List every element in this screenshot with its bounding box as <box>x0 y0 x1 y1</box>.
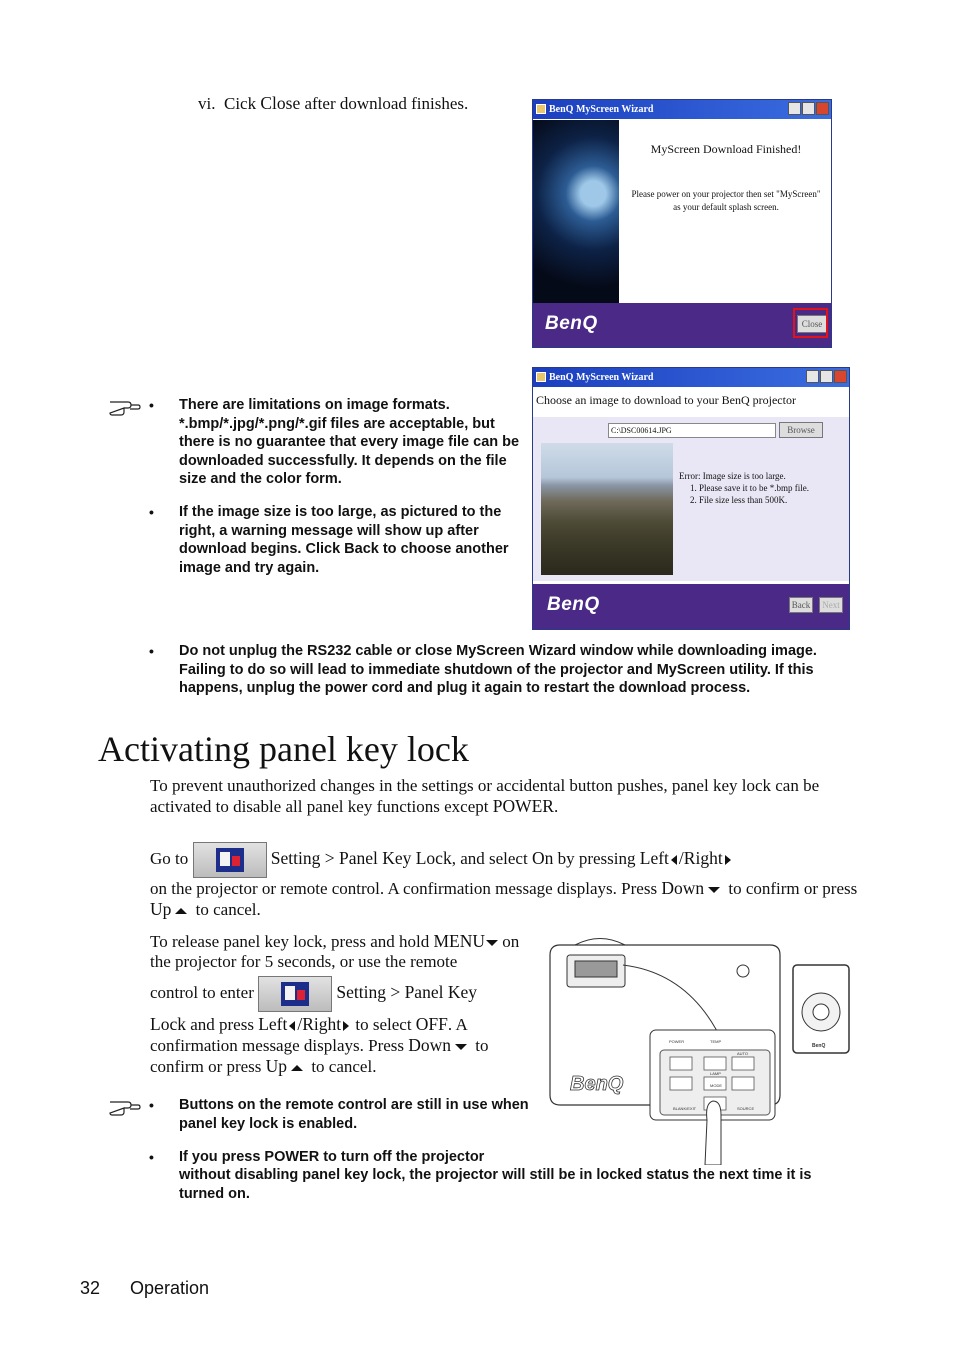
note-bullet: • <box>149 1149 154 1165</box>
maximize-button[interactable] <box>802 102 815 115</box>
page-number: 32 <box>80 1278 101 1298</box>
projector-benq-logo: BenQ <box>570 1073 624 1095</box>
error-item-1: 1. Please save it to be *.bmp file. <box>690 483 809 493</box>
left-term: Left <box>258 1014 288 1034</box>
window-title-bar <box>533 368 849 387</box>
dialog1-footer <box>533 303 831 347</box>
menu-path-a: Setting > Panel Key <box>336 982 477 1002</box>
note-bullet: • <box>149 397 154 413</box>
illus-label-auto: AUTO <box>737 1051 749 1056</box>
illus-label-blank: BLANK/EXIT <box>673 1106 697 1111</box>
close-button[interactable]: Close <box>797 315 827 333</box>
note-power-lock-a: If you press POWER to turn off the projector <box>179 1149 485 1165</box>
goto-paragraph <box>150 838 860 920</box>
note-bullet: • <box>149 504 154 520</box>
pointing-hand-icon <box>108 1097 142 1117</box>
release-line3 <box>150 972 532 1012</box>
up-arrow-icon <box>175 908 187 914</box>
off-term: OFF <box>415 1014 448 1034</box>
goto-rest <box>150 878 860 920</box>
dialog1-message-line2: as your default splash screen. <box>673 202 779 212</box>
down-arrow-icon <box>455 1044 467 1050</box>
note-image-formats: There are limitations on image formats. *.bmp/*.jpg/*.png/*.gif files are acceptable, but there is no guarantee that every image file can be downloaded successfully. It depends on the file size and the color form. <box>179 397 520 487</box>
menu-path: Setting > Panel Key Lock <box>270 848 452 868</box>
release-lines <box>150 931 532 972</box>
release-text6: . A confirmation message displays. Press <box>150 1015 467 1055</box>
release-text7: to confirm or press <box>150 1036 489 1076</box>
release-text3: control to enter <box>150 983 254 1002</box>
goto-text1: , and select <box>451 849 528 868</box>
menu-term: MENU <box>433 931 485 951</box>
step-text-after: after download finishes. <box>304 94 469 113</box>
remote-benq-logo: BenQ <box>812 1043 826 1049</box>
step-vi <box>198 93 518 114</box>
intro-end: . <box>553 797 559 816</box>
release-text2: on the projector for 5 seconds, or use the remote <box>150 932 520 971</box>
benq-logo: BenQ <box>547 594 600 615</box>
up-term: Up <box>265 1056 288 1076</box>
settings-menu-icon <box>258 976 332 1012</box>
right-arrow-icon <box>725 855 731 865</box>
release-paragraph <box>150 931 532 1077</box>
window-title: BenQ MyScreen Wizard <box>549 104 654 115</box>
intro-power-term: POWER <box>492 796 554 816</box>
note-remote-in-use: Buttons on the remote control are still in use when panel key lock is enabled. <box>179 1097 529 1132</box>
goto-text2: by pressing <box>557 849 636 868</box>
back-button[interactable]: Back <box>789 597 813 613</box>
step-action-term: Close <box>260 93 301 113</box>
window-close-icon[interactable] <box>816 102 829 115</box>
illus-label-temp: TEMP <box>710 1039 722 1044</box>
release-text8: to cancel. <box>311 1057 377 1076</box>
window-title-bar <box>533 100 831 119</box>
next-button[interactable]: Next <box>819 597 843 613</box>
window-title: BenQ MyScreen Wizard <box>549 372 654 383</box>
note-rs232-warning: Do not unplug the RS232 cable or close MyScreen Wizard window while downloading image. Failing to do so will lead to immediate shutdown of the projector and MyScreen utility. If this happens, unplug the power cord and plug it again to restart the download process. <box>179 643 817 696</box>
goto-label: Go to <box>150 849 189 868</box>
goto-text5: to cancel. <box>195 900 261 919</box>
note-bullet: • <box>149 1097 154 1113</box>
window-close-icon[interactable] <box>834 370 847 383</box>
step-text-before: Cick <box>223 94 257 113</box>
release-text4: and press <box>190 1015 254 1034</box>
dialog2-footer <box>533 584 849 629</box>
step-marker: vi. <box>198 94 216 113</box>
left-arrow-icon <box>671 855 677 865</box>
goto-text4: to confirm or press <box>728 879 858 898</box>
dialog2-heading: Choose an image to download to your BenQ projector <box>536 393 796 407</box>
on-term: On <box>531 848 554 868</box>
section-title: Activating panel key lock <box>98 729 469 769</box>
illus-label-source: SOURCE <box>737 1106 755 1111</box>
footer-section: Operation <box>130 1278 210 1298</box>
file-path-input[interactable]: C:\DSC00614.JPG <box>608 423 776 438</box>
release-text5: to select <box>355 1015 412 1034</box>
intro-text: To prevent unauthorized changes in the settings or accidental button pushes, panel key lock can be activated to disable all panel key functions except <box>150 776 820 816</box>
goto-line1 <box>150 838 860 878</box>
goto-text3: on the projector or remote control. A confirmation message displays. Press <box>150 879 658 898</box>
note-image-size: If the image size is too large, as pictured to the right, a warning message will show up after download begins. Click Back to choose another image and try again. <box>179 504 509 576</box>
menu-path-b: Lock <box>150 1014 186 1034</box>
error-item-2: 2. File size less than 500K. <box>690 495 788 505</box>
maximize-button[interactable] <box>820 370 833 383</box>
note-bullet: • <box>149 643 154 659</box>
release-rest <box>150 1014 532 1077</box>
left-term: Left <box>639 848 669 868</box>
down-arrow-icon <box>708 887 720 893</box>
intro-paragraph <box>150 776 860 817</box>
benq-logo: BenQ <box>545 313 598 334</box>
error-title: Error: Image size is too large. <box>679 471 786 481</box>
right-term: /Right <box>297 1014 342 1034</box>
down-term: Down <box>661 878 705 898</box>
mountain-preview-image <box>541 443 673 575</box>
app-icon <box>536 104 546 114</box>
close-button-highlight <box>793 308 828 338</box>
right-term: /Right <box>678 848 723 868</box>
illus-label-power: POWER <box>669 1039 685 1044</box>
projector-illustration <box>545 935 855 1165</box>
release-text1: To release panel key lock, press and hold <box>150 932 430 951</box>
settings-menu-icon <box>193 842 267 878</box>
illus-label-lamp: LAMP <box>710 1071 721 1076</box>
image-error-window <box>532 367 850 630</box>
up-arrow-icon <box>291 1065 303 1071</box>
browse-button[interactable]: Browse <box>779 422 823 438</box>
download-finished-window <box>532 99 832 348</box>
dialog1-message-line1: Please power on your projector then set "MyScreen" <box>631 189 821 199</box>
left-arrow-icon <box>289 1021 295 1031</box>
down-term: Down <box>408 1035 452 1055</box>
down-arrow-icon <box>486 940 498 946</box>
dialog1-heading: MyScreen Download Finished! <box>650 142 802 156</box>
minimize-button[interactable] <box>806 370 819 383</box>
pointing-hand-icon <box>108 397 142 417</box>
note-power-lock-b: without disabling panel key lock, the projector will still be in locked status the next time it is turned on. <box>179 1167 812 1202</box>
right-arrow-icon <box>343 1021 349 1031</box>
up-term: Up <box>150 899 172 919</box>
app-icon <box>536 372 546 382</box>
illus-label-mode: MODE <box>710 1083 722 1088</box>
minimize-button[interactable] <box>788 102 801 115</box>
eye-image <box>533 120 619 304</box>
